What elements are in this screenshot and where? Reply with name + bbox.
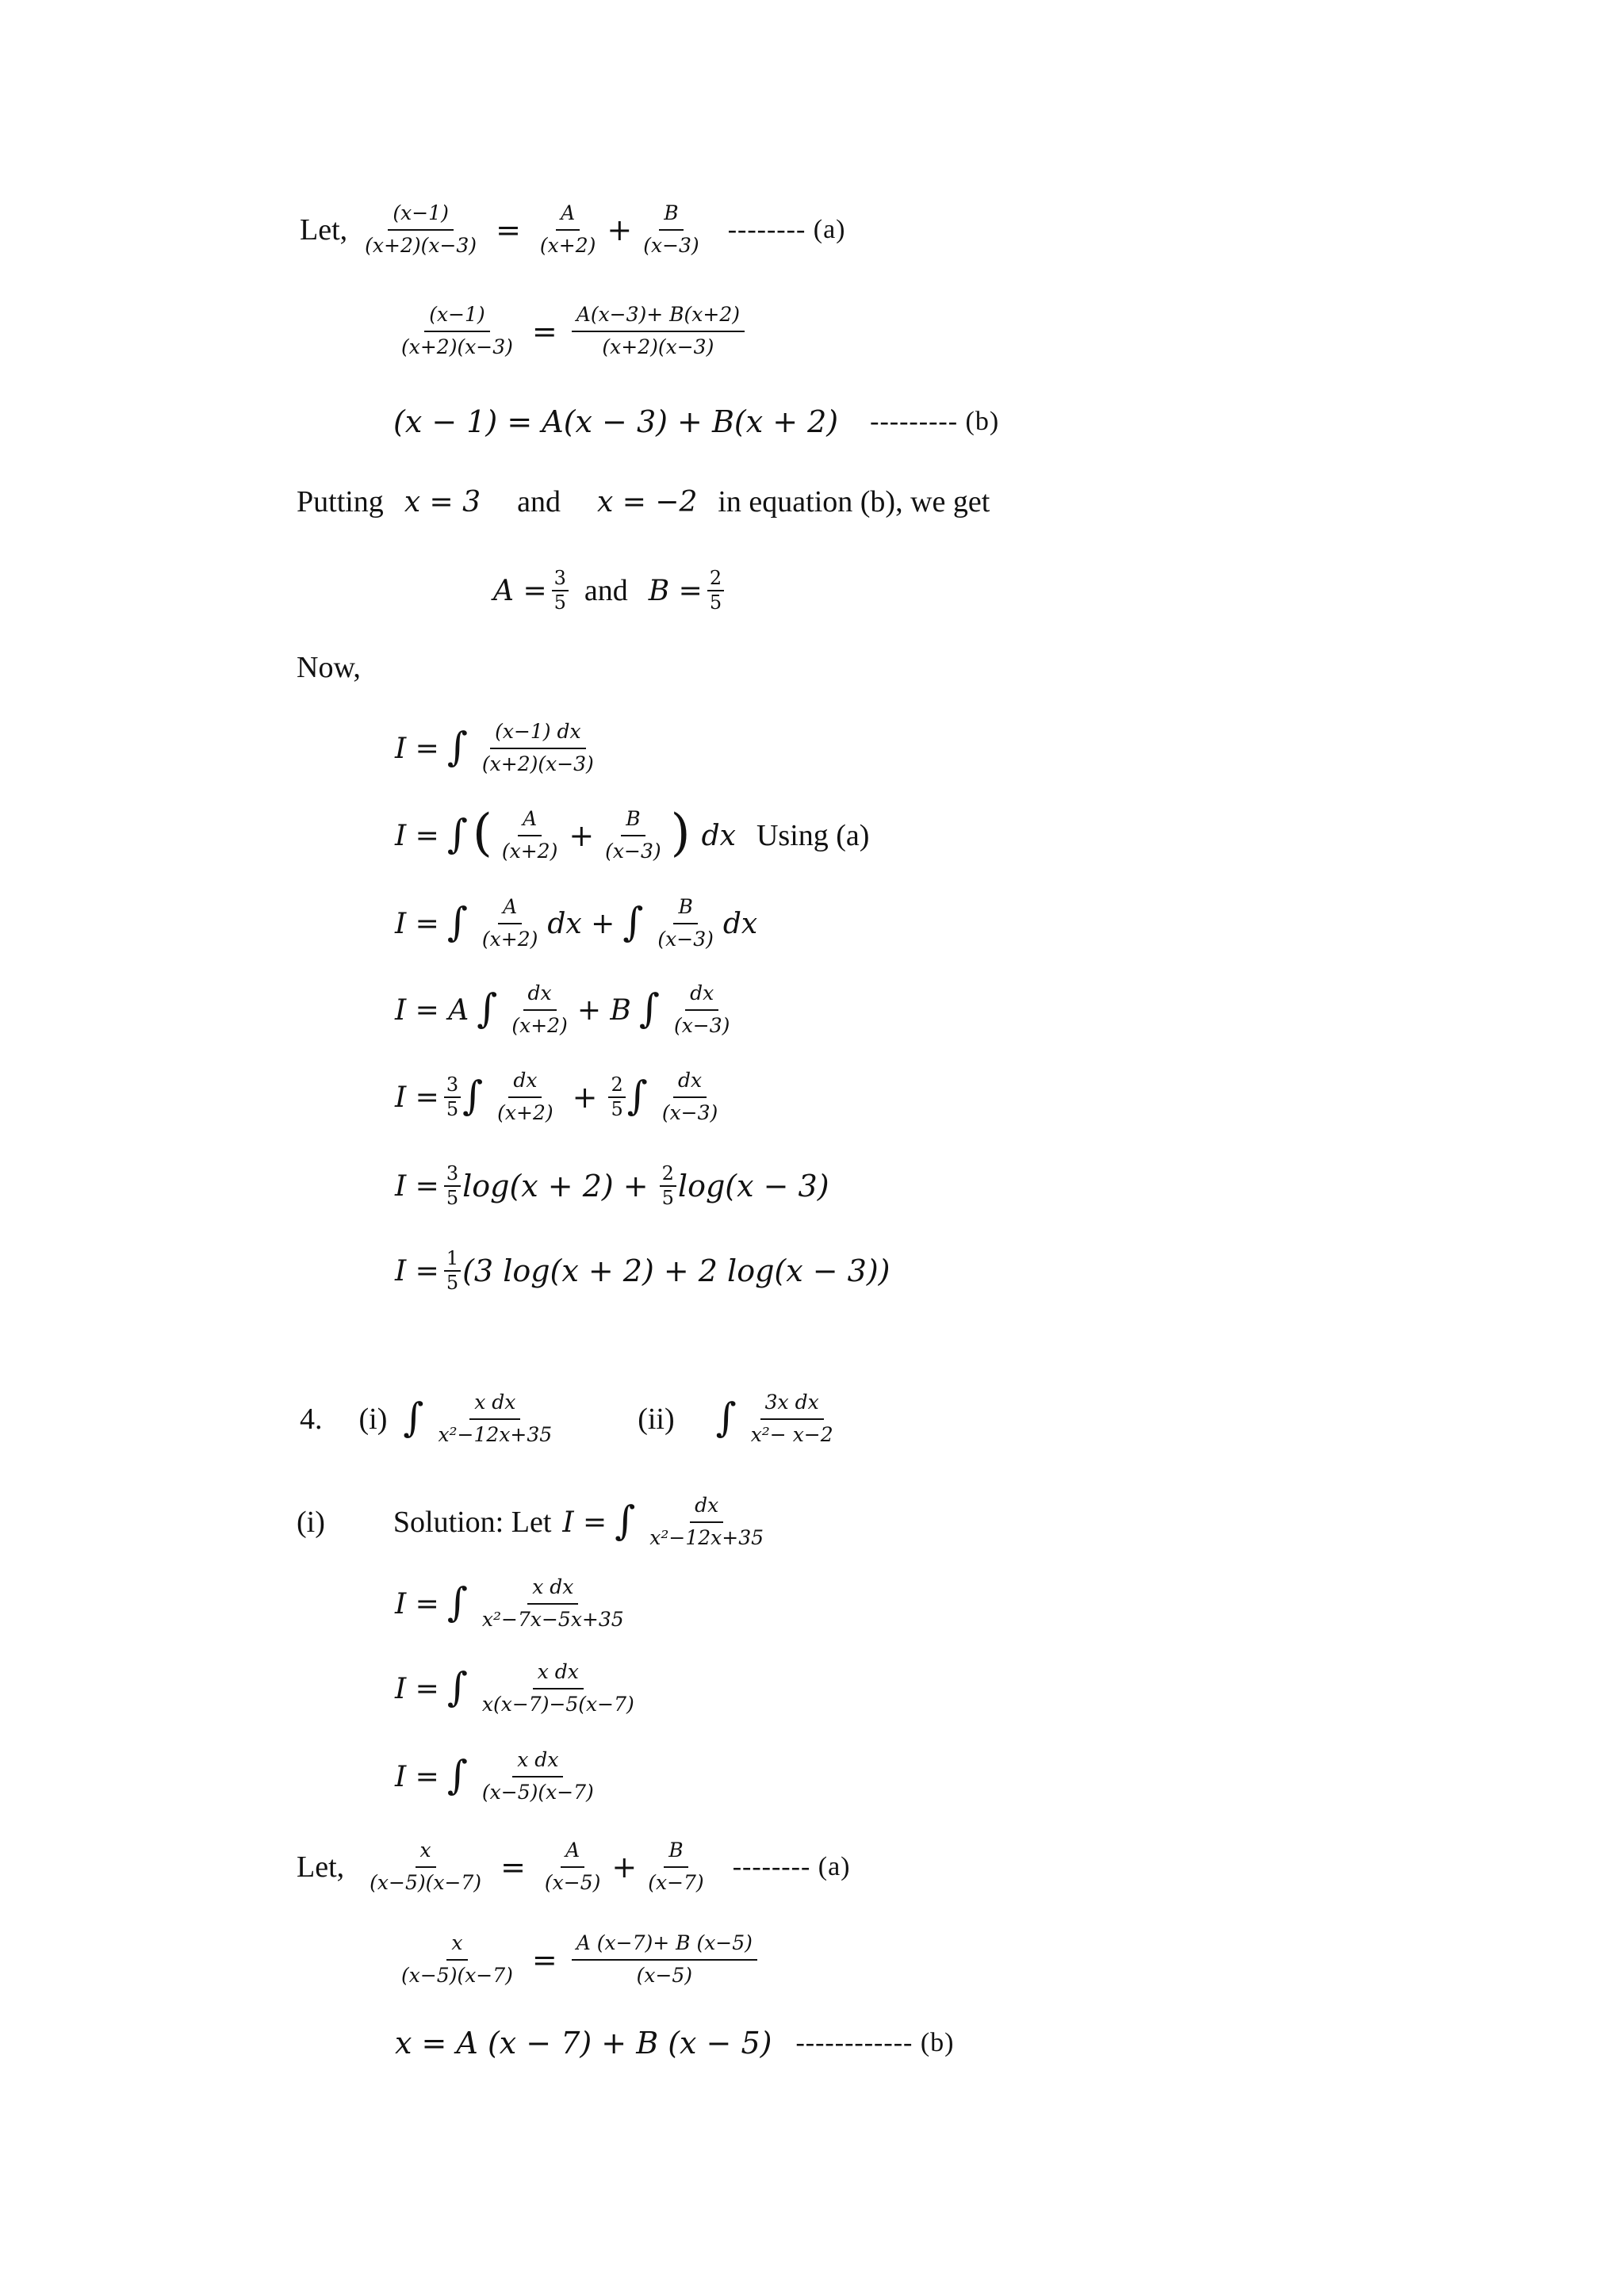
equation-tag-b: ------------ (b) <box>795 2028 955 2057</box>
document-page: Let, $\frac{(x-1)}{(x+2)(x-3)}$ = $\frac{A}{(x+2)}$ + $\frac{B}{(x-3)}$ -------- (a) $\frac{(x-1)}{(x+2)(x-3)}$ = $\frac{A(x-3)+ B(x+2)}{(x+2)(x-3)}$ (x − 1) = A(x − 3) + B(x + 2) --------- (b) Putting x = 3 and x = −2 in equation (b), we get A = $\frac{3}{5}$ and B = $\frac{2}{5}$ Now, I = ∫ $\frac{(x-1) dx}{(x+2)(x-3)}$ I = ∫ ( $\frac{A}{(x+2)}$ + $\frac{B}{(x-3)}$ ) dx Using (a) I = ∫ $\frac{A}{(x+2)}$ dx + ∫ $\frac{B}{(x-3)}$ dx I = A ∫ $\frac{dx}{(x+2)}$ + B ∫ $\frac{dx}{(x-3)}$ I = $\frac{3}{5}$ ∫ $\frac{dx}{(x+2)}$ + $\frac{2}{5}$ ∫ $\frac{dx}{(x-3)}$ I = $\frac{3}{5}$ log(x + 2) + $\frac{2}{5}$ log(x − 3) I = $\frac{1}{5}$ (3 log(x + 2) + 2 log(x − 3)) 4. (i) ∫ $\frac{\text{x dx}}{\text{x²−12x+35}}$ (ii) ∫ $\frac{\text{3x dx}}{\text{x²− x−2}}$ (i) Solution: Let I = ∫ $\frac{dx}{\text{x²−12x+35}}$ I = ∫ $\frac{\text{x dx}}{\text{x²−7x−5x+35}}$ I = ∫ $\frac{\text{x dx}}{x(x-7)-5(x-7)}$ I = ∫ $\frac{\text{x dx}}{(x-5)(x-7)}$ Let, $\frac{x}{(x-5)(x-7)}$ = $\frac{A}{(x-5)}$ + $\frac{B}{(x-7)}$ -------- (a) $\frac{x}{(x-5)(x-7)}$ = $\frac{A (x-7)+ B (x-5)}{(x-5)}$ x = A (x − 7) + B (x − 5) ------------ (b) <box>297 201 1000 2061</box>
lhs-fraction: $\frac{(x-1)}{(x+2)(x-3)}$ <box>365 201 477 257</box>
integral-sign: ∫ <box>446 724 468 770</box>
lhs-fraction: $\frac{(x-1)}{(x+2)(x-3)}$ <box>401 303 513 358</box>
using-a-note: Using (a) <box>756 819 870 852</box>
term-a-fraction: $\frac{A}{(x+2)}$ <box>539 201 596 257</box>
rhs-fraction: $\frac{A(x-3)+ B(x+2)}{(x+2)(x-3)}$ <box>572 304 745 359</box>
equation-tag-b: --------- (b) <box>870 407 1000 436</box>
let-label: Let, <box>300 213 348 247</box>
term-b-fraction: $\frac{B}{(x-3)}$ <box>643 201 699 257</box>
equation-tag-a: -------- (a) <box>727 215 846 244</box>
integral-sign: ∫ <box>446 811 468 857</box>
equation-tag-a: -------- (a) <box>732 1852 851 1881</box>
question-number: 4. <box>300 1402 323 1436</box>
